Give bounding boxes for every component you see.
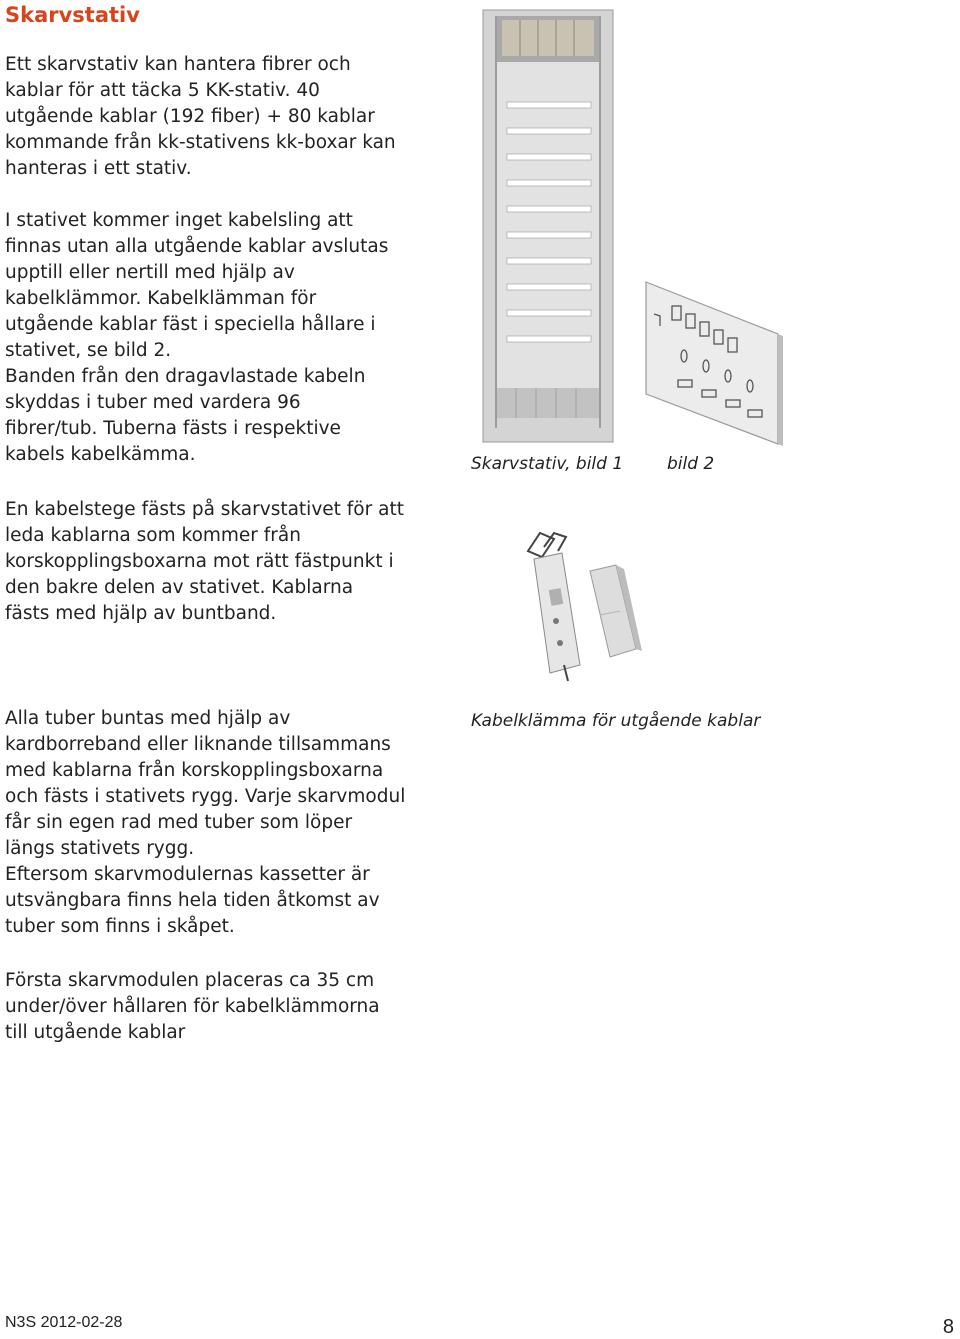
splice-rack-image [480,8,616,444]
caption-cable-clamp: Kabelklämma för utgående kablar [471,711,761,731]
paragraph-intro: Ett skarvstativ kan hantera fibrer och kablar för att täcka 5 KK-stativ. 40 utgående kablar (192 fiber) + 80 kablar kommande från kk-stativens kk-boxar kan hanteras i ett stativ. [5,54,396,179]
paragraph-cable-ladder: En kabelstege fästs på skarvstativet för att leda kablarna som kommer från korskopplingsboxarna mot rätt fästpunkt i den bakre delen av stativet. Kablarna fästs med hjälp av buntband. [5,499,404,624]
footer-page-number: 8 [942,1316,954,1338]
caption-bild-1: Skarvstativ, bild 1 [471,454,624,474]
paragraph-cable-clamps: I stativet kommer inget kabelsling att finnas utan alla utgående kablar avslutas upptill eller nertill med hjälp av kabelklämmor. Kabelklämman för utgående kablar fäst i speciella hållare i stativet, se bild 2. Banden från den dragavlastade kabeln skyddas i tuber med vardera 96 fibrer/tub. Tuberna fästs i respektive kabels kabelkämma. [5,210,389,465]
paragraph-tubes: Alla tuber buntas med hjälp av kardborreband eller liknande tillsammans med kablarna från korskopplingsboxarna och fästs i stativets rygg. Varje skarvmodul får sin egen rad med tuber som löper längs stativets rygg. Eftersom skarvmodulernas kassetter är utsvängbara finns hela tiden åtkomst av tuber som finns i skåpet. [5,708,406,937]
caption-bild-2: bild 2 [667,454,715,474]
footer-document-id: N3S 2012-02-28 [5,1314,123,1331]
cable-clamp-image [520,525,645,685]
paragraph-first-module: Första skarvmodulen placeras ca 35 cm under/över hållaren för kabelklämmorna till utgående kablar [5,970,380,1043]
page-title: Skarvstativ [5,3,140,27]
bracket-plate-image [640,276,785,448]
